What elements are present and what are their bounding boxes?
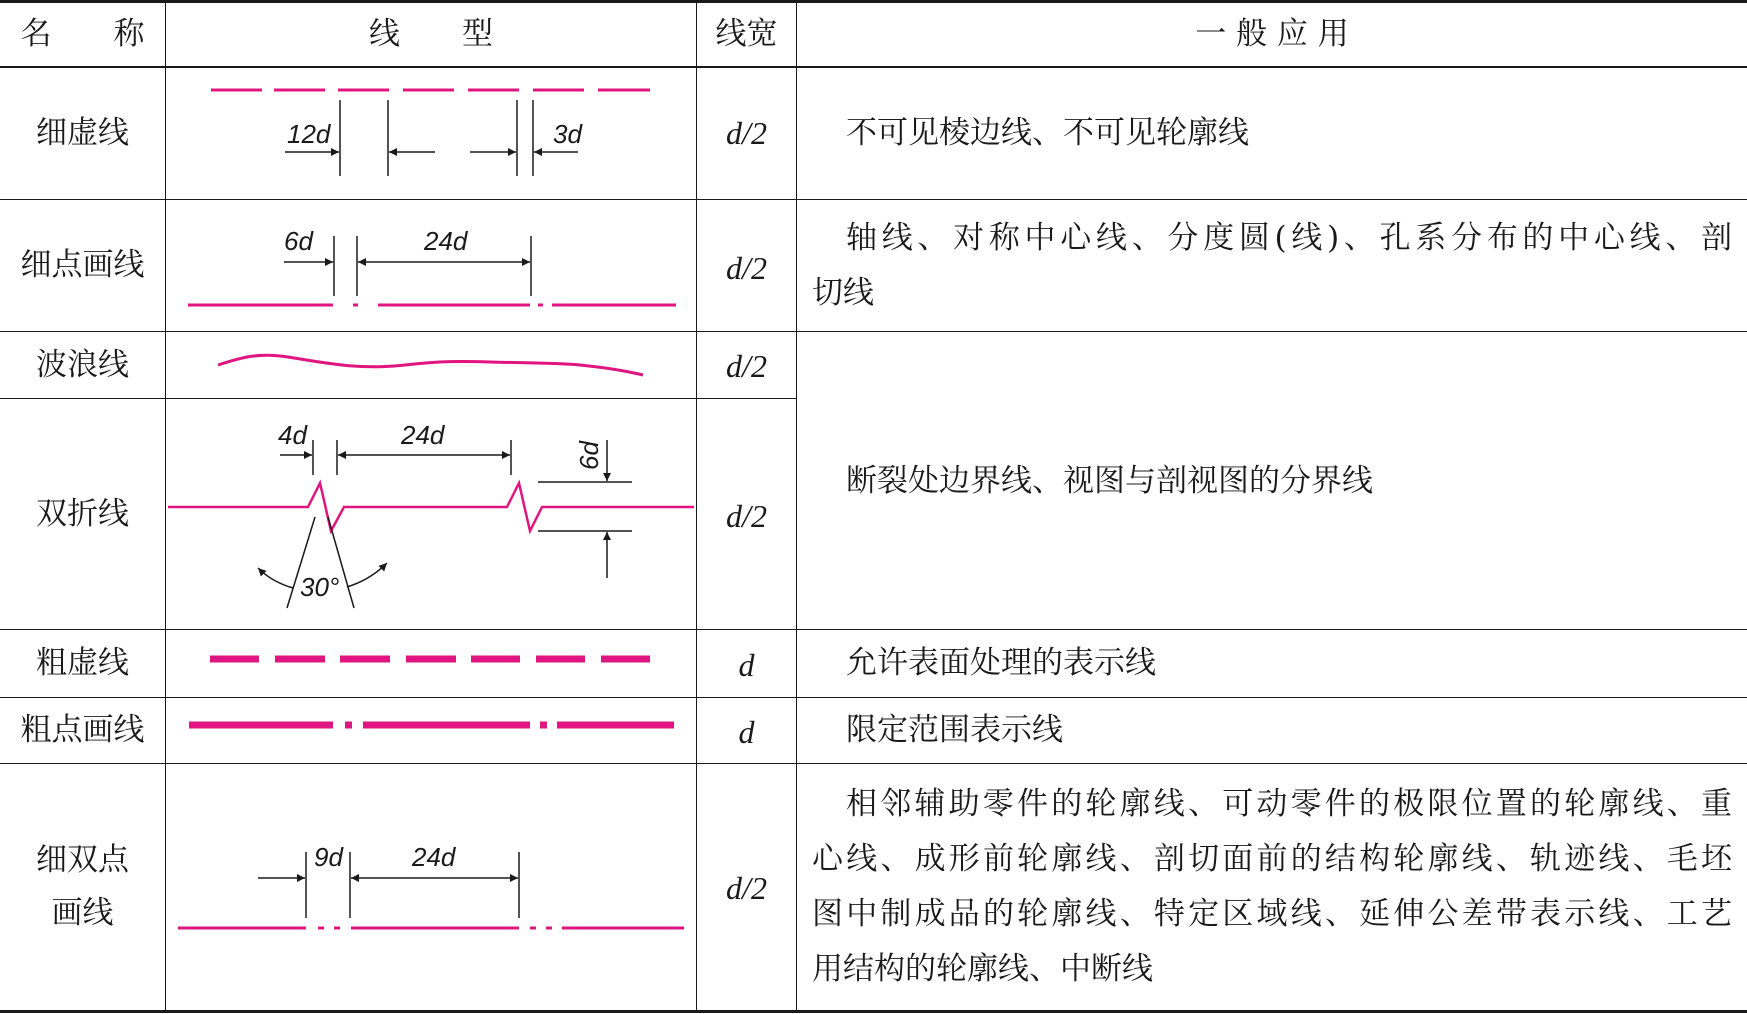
row-width-3: d/2	[726, 348, 767, 384]
dim-24d-chain: 24d	[424, 226, 468, 256]
row-name-thin-dashed: 细虚线	[36, 115, 129, 151]
double-chain-dimensions	[258, 852, 519, 918]
row-name-double-chain-2: 画线	[51, 895, 114, 931]
dim-24d-double: 24d	[412, 842, 456, 872]
dim-24d-zigzag: 24d	[401, 420, 445, 450]
wavy-line-sample	[218, 355, 643, 375]
row-name-thick-dashed: 粗虚线	[36, 645, 129, 681]
zigzag-line-sample	[168, 483, 694, 531]
dim-9d: 9d	[314, 842, 343, 872]
row-name-thick-chain: 粗点画线	[20, 712, 145, 748]
row-application-1: 不可见棱边线、不可见轮廓线	[846, 115, 1249, 151]
thin-chain-dimensions	[284, 236, 531, 296]
row-name-wavy: 波浪线	[36, 347, 129, 383]
row-application-6: 限定范围表示线	[846, 712, 1063, 748]
dim-6d: 6d	[284, 226, 313, 256]
row-application-7: 相邻辅助零件的轮廓线、可动零件的极限位置的轮廓线、重 心线、成形前轮廓线、剖切面前的结构轮廓线、轨迹线、毛坯 图中制成品的轮廓线、特定区域线、延伸公差带表示线、工艺 用结构的轮廓线、中断线	[812, 786, 1732, 987]
row-width-1: d/2	[726, 115, 767, 151]
header-application: 一 般 应 用	[1195, 16, 1349, 52]
merged-application: 断裂处边界线、视图与剖视图的分界线	[846, 463, 1373, 499]
dim-30deg: 30°	[300, 572, 340, 602]
row-width-7: d/2	[726, 870, 767, 906]
row-name-double-chain-1: 细双点	[36, 842, 129, 878]
row-application-5: 允许表面处理的表示线	[846, 645, 1156, 681]
row-width-4: d/2	[726, 498, 767, 534]
header-width: 线宽	[715, 16, 778, 52]
header-type: 线 型	[369, 16, 493, 52]
row-width-6: d	[738, 714, 755, 750]
dim-4d: 4d	[278, 420, 307, 450]
dim-3d: 3d	[553, 119, 582, 149]
row-application-2: 轴线、对称中心线、分度圆(线)、孔系分布的中心线、剖 切线	[812, 220, 1732, 311]
row-name-thin-chain: 细点画线	[20, 247, 145, 283]
header-name: 名 称	[20, 16, 145, 52]
dim-6d-vertical: 6d	[574, 441, 604, 470]
dim-12d: 12d	[287, 119, 331, 149]
row-name-zigzag: 双折线	[36, 496, 129, 532]
row-width-2: d/2	[726, 250, 767, 286]
row-width-5: d	[738, 647, 755, 683]
